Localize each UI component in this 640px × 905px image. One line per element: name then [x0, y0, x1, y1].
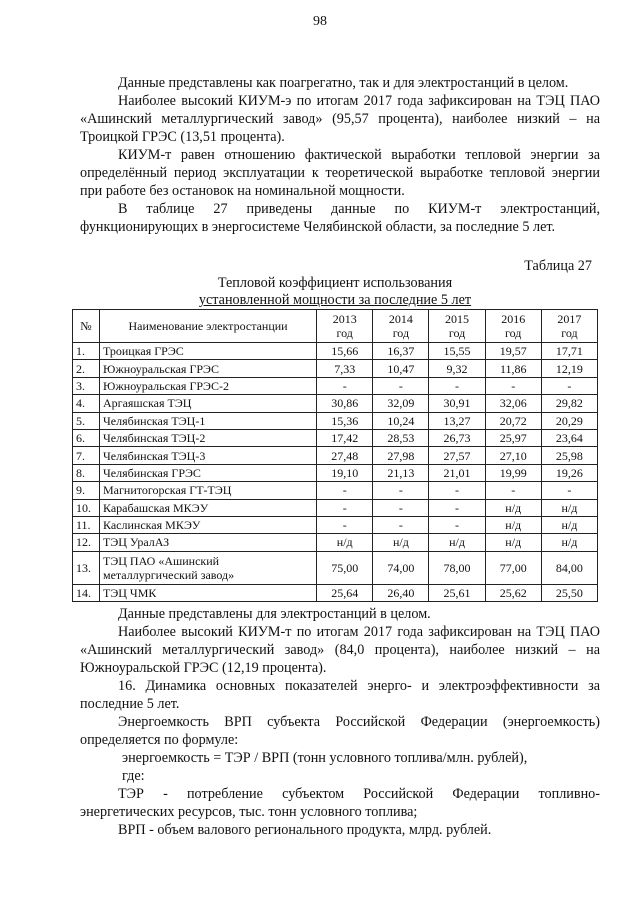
header-year-unit: год: [561, 326, 578, 340]
cell-value: 21,01: [429, 464, 485, 481]
table-row: [73, 412, 598, 429]
cell-value: -: [373, 482, 429, 499]
cell-value: 11,86: [485, 360, 541, 377]
cell-value: 28,53: [373, 429, 429, 446]
cell-value: 27,10: [485, 447, 541, 464]
table-row: [73, 499, 598, 516]
table-row: [73, 584, 598, 601]
cell-value: 27,57: [429, 447, 485, 464]
paragraph: Наиболее высокий КИУМ-т по итогам 2017 года зафиксирован на ТЭЦ ПАО «Ашинский металлургический завод» (84,0 процента), наиболее низкий – на Южноуральской ГРЭС (12,19 процента).: [80, 624, 600, 676]
cell-value: 27,98: [373, 447, 429, 464]
cell-value: 17,71: [541, 343, 597, 360]
cell-value: н/д: [317, 534, 373, 551]
cell-value: -: [373, 516, 429, 533]
row-number: 10.: [73, 499, 100, 516]
paragraph: В таблице 27 приведены данные по КИУМ-т электростанций, функционирующих в энергосистеме Челябинской области, за последние 5 лет.: [80, 201, 600, 235]
cell-value: 75,00: [317, 551, 373, 584]
header-year-unit: год: [505, 326, 522, 340]
header-year: [485, 310, 541, 343]
cell-value: 15,66: [317, 343, 373, 360]
station-name: Магнитогорская ГТ-ТЭЦ: [100, 482, 317, 499]
cell-value: 25,97: [485, 429, 541, 446]
row-number: 2.: [73, 360, 100, 377]
station-name: ТЭЦ УралАЗ: [100, 534, 317, 551]
cell-value: 19,57: [485, 343, 541, 360]
cell-value: -: [485, 482, 541, 499]
row-number: 7.: [73, 447, 100, 464]
header-year-value: 2017: [557, 312, 582, 326]
cell-value: 23,64: [541, 429, 597, 446]
cell-value: -: [429, 377, 485, 394]
paragraph: Данные представлены как поагрегатно, так и для электростанций в целом.: [118, 75, 569, 91]
table-row: [73, 429, 598, 446]
cell-value: н/д: [485, 499, 541, 516]
station-name: Троицкая ГРЭС: [100, 343, 317, 360]
cell-value: 10,24: [373, 412, 429, 429]
station-name: ТЭЦ ЧМК: [100, 584, 317, 601]
table-row: [73, 534, 598, 551]
cell-value: -: [317, 499, 373, 516]
cell-value: 21,13: [373, 464, 429, 481]
table-row: [73, 343, 598, 360]
cell-value: н/д: [485, 516, 541, 533]
table-row: [73, 377, 598, 394]
cell-value: 25,61: [429, 584, 485, 601]
table-title-line: установленной мощности за последние 5 лет: [198, 292, 472, 308]
header-year: [429, 310, 485, 343]
row-number: 14.: [73, 584, 100, 601]
cell-value: 26,40: [373, 584, 429, 601]
row-number: 12.: [73, 534, 100, 551]
station-name: Челябинская ТЭЦ-1: [100, 412, 317, 429]
station-name: ТЭЦ ПАО «Ашинский металлургический завод»: [100, 551, 317, 584]
row-number: 9.: [73, 482, 100, 499]
cell-value: -: [485, 377, 541, 394]
cell-value: -: [317, 377, 373, 394]
cell-value: 32,09: [373, 395, 429, 412]
paragraph: КИУМ-т равен отношению фактической выработки тепловой энергии за определённый период эксплуатации к теоретической выработке тепловой энергии при работе без остановок на номинальной мощности.: [80, 147, 600, 199]
table-label: Таблица 27: [524, 258, 592, 274]
cell-value: 74,00: [373, 551, 429, 584]
header-year-unit: год: [336, 326, 353, 340]
paragraph: Данные представлены для электростанций в целом.: [118, 606, 431, 622]
cell-value: -: [317, 482, 373, 499]
cell-value: 20,72: [485, 412, 541, 429]
cell-value: 15,55: [429, 343, 485, 360]
cell-value: 25,50: [541, 584, 597, 601]
cell-value: -: [541, 482, 597, 499]
station-name: Южноуральская ГРЭС: [100, 360, 317, 377]
where-label: где:: [122, 768, 145, 784]
table-body: [73, 343, 598, 602]
paragraph: Энергоемкость ВРП субъекта Российской Федерации (энергоемкость) определяется по формуле:: [80, 714, 600, 748]
cell-value: 13,27: [429, 412, 485, 429]
station-name: Челябинская ГРЭС: [100, 464, 317, 481]
cell-value: 12,19: [541, 360, 597, 377]
header-name: Наименование электростанции: [100, 310, 317, 343]
cell-value: 15,36: [317, 412, 373, 429]
header-year-value: 2013: [332, 312, 357, 326]
header-year-value: 2016: [501, 312, 526, 326]
station-name: Челябинская ТЭЦ-3: [100, 447, 317, 464]
cell-value: н/д: [373, 534, 429, 551]
cell-value: 30,86: [317, 395, 373, 412]
station-name: Аргаяшская ТЭЦ: [100, 395, 317, 412]
cell-value: н/д: [541, 534, 597, 551]
row-number: 8.: [73, 464, 100, 481]
table-row: [73, 360, 598, 377]
header-year-value: 2014: [388, 312, 413, 326]
row-number: 13.: [73, 551, 100, 584]
intro-text: [80, 74, 600, 236]
cell-value: 25,98: [541, 447, 597, 464]
cell-value: н/д: [541, 516, 597, 533]
cell-value: -: [429, 482, 485, 499]
cell-value: 78,00: [429, 551, 485, 584]
cell-value: -: [429, 516, 485, 533]
header-year: [317, 310, 373, 343]
cell-value: -: [429, 499, 485, 516]
cell-value: 7,33: [317, 360, 373, 377]
row-number: 1.: [73, 343, 100, 360]
cell-value: 16,37: [373, 343, 429, 360]
page-number: 98: [313, 14, 327, 29]
row-number: 11.: [73, 516, 100, 533]
row-number: 6.: [73, 429, 100, 446]
header-year: [373, 310, 429, 343]
cell-value: -: [373, 377, 429, 394]
paragraph: ТЭР - потребление субъектом Российской Федерации топливно-энергетических ресурсов, тыс. тонн условного топлива;: [80, 786, 600, 820]
cell-value: н/д: [429, 534, 485, 551]
data-table: [72, 309, 598, 602]
cell-value: -: [373, 499, 429, 516]
station-name: Южноуральская ГРЭС-2: [100, 377, 317, 394]
cell-value: 77,00: [485, 551, 541, 584]
cell-value: 32,06: [485, 395, 541, 412]
row-number: 4.: [73, 395, 100, 412]
cell-value: 25,62: [485, 584, 541, 601]
station-name: Каслинская МКЭУ: [100, 516, 317, 533]
table-row: [73, 551, 598, 584]
header-year-value: 2015: [445, 312, 470, 326]
table-row: [73, 447, 598, 464]
cell-value: 19,99: [485, 464, 541, 481]
cell-value: н/д: [541, 499, 597, 516]
table-header-row: [73, 310, 598, 343]
table-title-line: Тепловой коэффициент использования: [217, 275, 453, 291]
table-row: [73, 516, 598, 533]
cell-value: 20,29: [541, 412, 597, 429]
formula: энергоемкость = ТЭР / ВРП (тонн условного топлива/млн. рублей),: [122, 750, 528, 766]
cell-value: 84,00: [541, 551, 597, 584]
cell-value: 26,73: [429, 429, 485, 446]
table-row: [73, 395, 598, 412]
cell-value: 29,82: [541, 395, 597, 412]
row-number: 5.: [73, 412, 100, 429]
cell-value: 25,64: [317, 584, 373, 601]
paragraph: ВРП - объем валового регионального продукта, млрд. рублей.: [118, 822, 492, 838]
cell-value: 19,26: [541, 464, 597, 481]
cell-value: 19,10: [317, 464, 373, 481]
table-row: [73, 464, 598, 481]
cell-value: -: [317, 516, 373, 533]
paragraph: 16. Динамика основных показателей энерго- и электроэффективности за последние 5 лет.: [80, 678, 600, 712]
table-title: [70, 275, 600, 309]
station-name: Челябинская ТЭЦ-2: [100, 429, 317, 446]
cell-value: 27,48: [317, 447, 373, 464]
paragraph: Наиболее высокий КИУМ-э по итогам 2017 года зафиксирован на ТЭЦ ПАО «Ашинский металлургический завод» (95,57 процента), наиболее низкий – на Троицкой ГРЭС (13,51 процента).: [80, 93, 600, 145]
cell-value: 9,32: [429, 360, 485, 377]
header-year-unit: год: [448, 326, 466, 340]
station-name: Карабашская МКЭУ: [100, 499, 317, 516]
conclusion-text: [80, 605, 600, 839]
header-year: [541, 310, 597, 343]
cell-value: -: [541, 377, 597, 394]
cell-value: 17,42: [317, 429, 373, 446]
row-number: 3.: [73, 377, 100, 394]
header-num: №: [73, 310, 100, 343]
cell-value: 30,91: [429, 395, 485, 412]
table-row: [73, 482, 598, 499]
header-year-unit: год: [392, 326, 410, 340]
cell-value: 10,47: [373, 360, 429, 377]
cell-value: н/д: [485, 534, 541, 551]
